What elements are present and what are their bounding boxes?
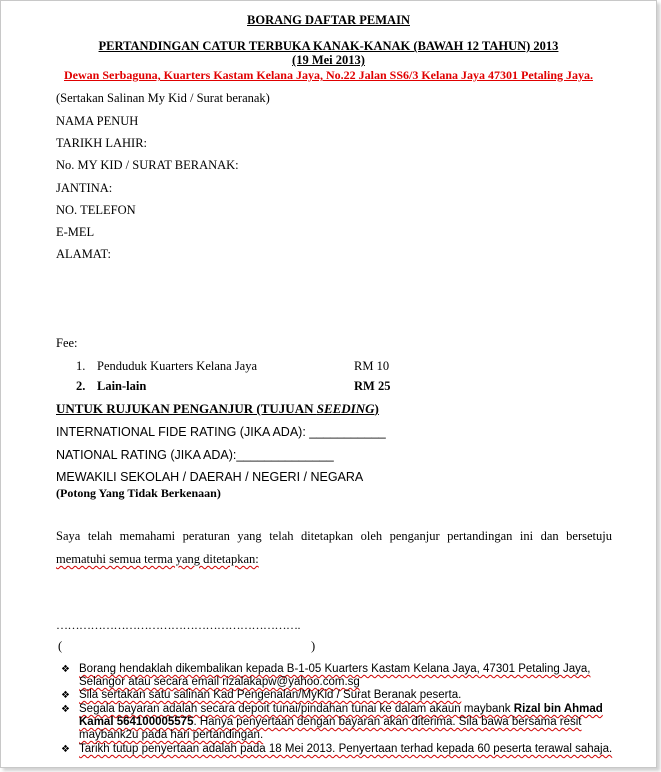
declaration-line-2: mematuhi semua terma yang ditetapkan: — [56, 552, 259, 566]
fee-item-name: Lain-lain — [97, 379, 147, 393]
declaration-line-1: Saya telah memahami peraturan yang telah ditetapkan oleh penganjur pertandingan ini dan bersetuju — [56, 529, 612, 543]
note-return-form — [61, 663, 621, 689]
fee-label: Fee: — [56, 336, 78, 350]
field-phone: NO. TELEFON — [56, 203, 136, 217]
fee-item-number: 1. — [76, 359, 86, 373]
note-text: Borang hendaklah dikembalikan kepada B-1-05 Kuarters Kastam Kelana Jaya, 47301 Petaling Jaya, Selangor atau secara email rizalakapw@yahoo.com.sg — [79, 663, 591, 688]
fee-item-price: RM 10 — [354, 359, 390, 373]
note-text: Sila sertakan satu salinan Kad Pengenalan/MyKid / Surat Beranak peserta. — [79, 689, 462, 701]
field-gender: JANTINA: — [56, 181, 113, 195]
field-birth-date: TARIKH LAHIR: — [56, 136, 148, 150]
form-title: BORANG DAFTAR PEMAIN — [247, 13, 410, 27]
field-mykid-number: No. MY KID / SURAT BERANAK: — [56, 158, 239, 172]
note-attach-copy — [61, 689, 621, 702]
fide-rating: INTERNATIONAL FIDE RATING (JIKA ADA): ___________ — [56, 425, 386, 439]
attach-note: (Sertakan Salinan My Kid / Surat beranak) — [56, 91, 270, 105]
diamond-bullet-icon: ❖ — [61, 744, 70, 755]
diamond-bullet-icon: ❖ — [61, 690, 70, 701]
fee-item-name: Penduduk Kuarters Kelana Jaya — [97, 359, 258, 373]
national-rating: NATIONAL RATING (JIKA ADA):______________ — [56, 448, 334, 462]
field-address: ALAMAT: — [56, 247, 111, 261]
field-full-name: NAMA PENUH — [56, 114, 139, 128]
field-email: E-MEL — [56, 225, 95, 239]
diamond-bullet-icon: ❖ — [61, 664, 70, 675]
signature-line: ………………………………………………………. — [56, 618, 300, 632]
diamond-bullet-icon: ❖ — [61, 704, 70, 715]
note-text: Tarikh tutup penyertaan adalah pada 18 Mei 2013. Penyertaan terhad kepada 60 peserta terawal sahaja. — [79, 743, 613, 755]
name-open-paren: ( — [58, 639, 63, 653]
strike-note: (Potong Yang Tidak Berkenaan) — [56, 486, 221, 500]
event-title: PERTANDINGAN CATUR TERBUKA KANAK-KANAK (BAWAH 12 TAHUN) 2013 — [98, 39, 559, 53]
represent-line: MEWAKILI SEKOLAH / DAERAH / NEGERI / NEGARA — [56, 470, 364, 484]
note-text: Segala bayaran adalah secara depoit tunai/pindahan tunai ke dalam akaun maybank Rizal bin Ahmad Kamal 564100005575. Hanya penyertaan dengan bayaran akan diterima. Sila bawa bersama resit maybank2u pada hari pertandingan. — [79, 703, 603, 741]
note-payment — [61, 703, 621, 742]
fee-item-price: RM 25 — [354, 379, 391, 393]
organizer-heading: UNTUK RUJUKAN PENGANJUR (TUJUAN SEEDING) — [56, 401, 379, 416]
fee-item-number: 2. — [76, 379, 86, 393]
event-date: (19 Mei 2013) — [292, 53, 365, 67]
note-closing-date — [61, 743, 621, 767]
event-venue: Dewan Serbaguna, Kuarters Kastam Kelana Jaya, No.22 Jalan SS6/3 Kelana Jaya 47301 Petaling Jaya. — [63, 68, 593, 82]
name-close-paren: ) — [311, 639, 316, 653]
